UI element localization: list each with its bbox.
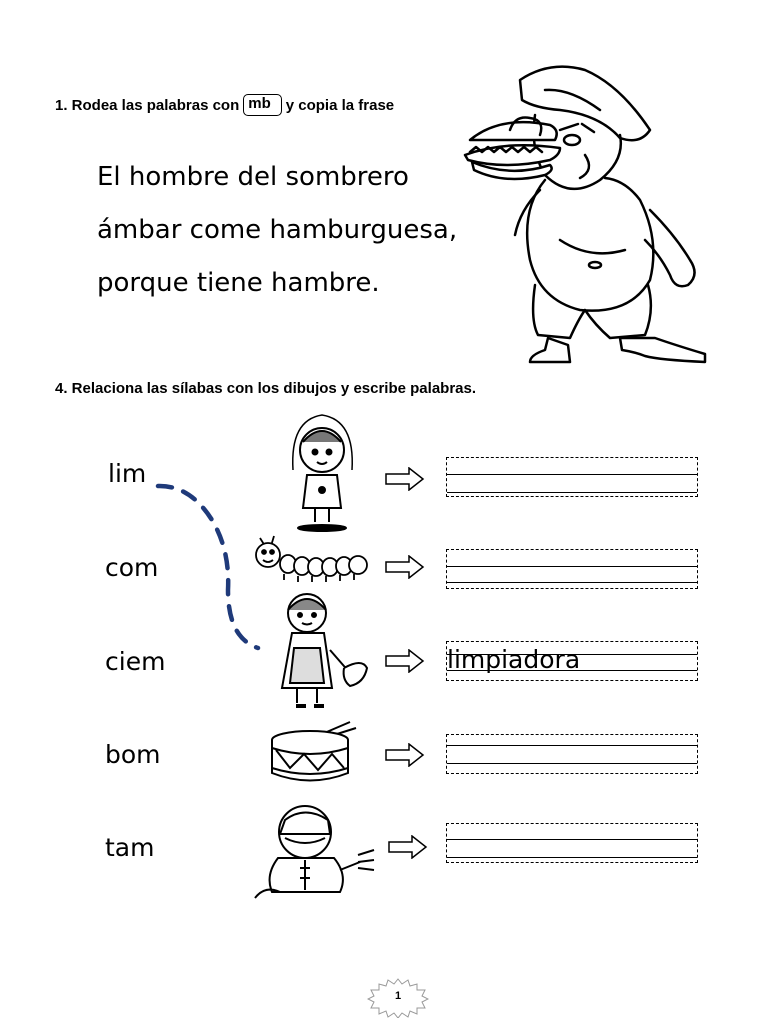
answer-box-5[interactable] — [446, 823, 698, 863]
sentence-line-2: ámbar come hamburguesa, — [97, 215, 458, 245]
answer-text-3: limpiadora — [447, 645, 581, 674]
sentence-line-3: porque tiene hambre. — [97, 268, 380, 298]
syllable-tam: tam — [105, 833, 155, 862]
answer-box-1[interactable] — [446, 457, 698, 497]
exercise1-heading — [55, 94, 394, 116]
syllable-lim: lim — [108, 459, 147, 488]
drum-icon — [268, 718, 358, 788]
syllable-bom: bom — [105, 740, 161, 769]
man-eating-hamburger-icon — [460, 60, 710, 365]
astronaut-sweeping-icon — [250, 800, 375, 905]
exercise1-heading-before: 1. Rodea las palabras con — [55, 96, 240, 114]
cleaning-lady-icon — [272, 588, 372, 713]
syllable-ciem: ciem — [105, 647, 166, 676]
girl-jumping-rope-icon — [285, 410, 360, 535]
arrow-right-icon — [385, 555, 425, 579]
answer-box-3[interactable] — [446, 641, 698, 681]
exercise1-heading-after: y copia la frase — [285, 96, 395, 114]
mb-box: mb — [243, 94, 282, 116]
exercise4-heading: 4. Relaciona las sílabas con los dibujos y escribe palabras. — [55, 380, 477, 397]
caterpillar-centipede-icon — [252, 530, 374, 585]
answer-box-2[interactable] — [446, 549, 698, 589]
page-number: 1 — [394, 990, 402, 1002]
arrow-right-icon — [385, 467, 425, 491]
answer-box-4[interactable] — [446, 734, 698, 774]
sentence-line-1: El hombre del sombrero — [97, 162, 409, 192]
arrow-right-icon — [385, 649, 425, 673]
syllable-com: com — [105, 553, 159, 582]
arrow-right-icon — [385, 743, 425, 767]
arrow-right-icon — [388, 835, 428, 859]
